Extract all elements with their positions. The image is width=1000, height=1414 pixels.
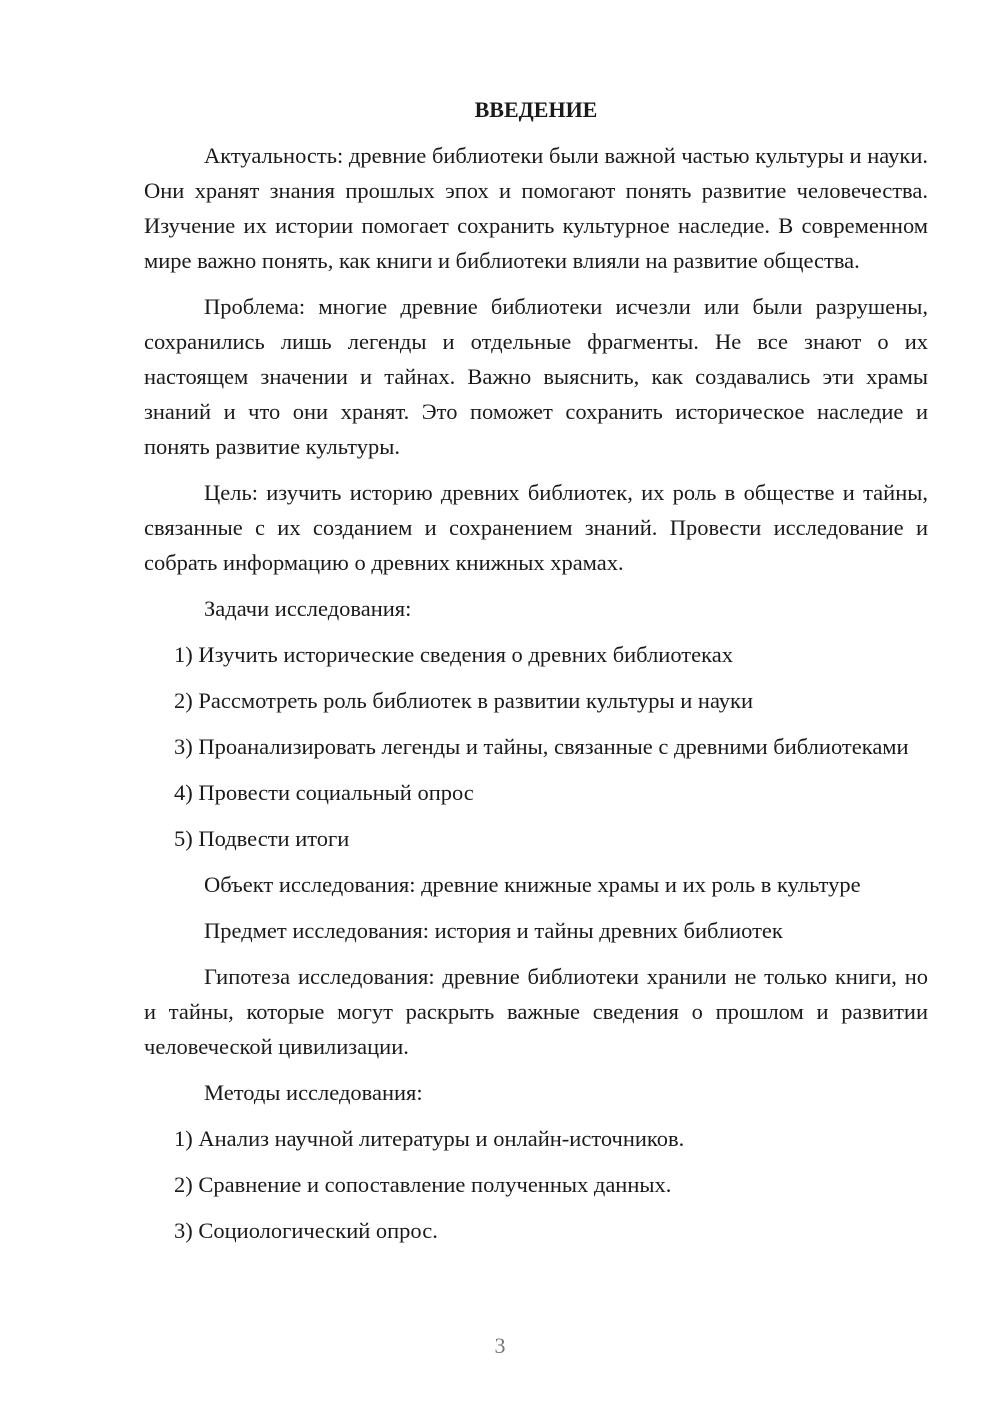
tasks-heading: Задачи исследования: xyxy=(204,596,412,621)
method-item: 1) Анализ научной литературы и онлайн-источников. xyxy=(174,1126,685,1151)
page-number: 3 xyxy=(494,1333,506,1358)
problem-paragraph: Проблема: многие древние библиотеки исчезли или были разрушены, сохранились лишь легенды и отдельные фрагменты. Не все знают о их настоящем значении и тайнах. Важно выяснить, как создавались эти храмы знаний и что они хранят. Это поможет сохранить историческое наследие и понять развитие культуры. xyxy=(144,294,928,459)
methods-heading: Методы исследования: xyxy=(204,1080,423,1105)
page-title: ВВЕДЕНИЕ xyxy=(474,97,598,122)
task-item: 5) Подвести итоги xyxy=(174,826,350,851)
subject-line: Предмет исследования: история и тайны древних библиотек xyxy=(204,918,783,943)
task-item: 2) Рассмотреть роль библиотек в развитии культуры и науки xyxy=(174,688,754,713)
task-item: 3) Проанализировать легенды и тайны, связанные с древними библиотеками xyxy=(174,734,909,759)
task-item: 1) Изучить исторические сведения о древних библиотеках xyxy=(174,642,733,667)
goal-paragraph: Цель: изучить историю древних библиотек, их роль в обществе и тайны, связанные с их созданием и сохранением знаний. Провести исследование и собрать информацию о древних книжных храмах. xyxy=(144,480,928,575)
method-item: 2) Сравнение и сопоставление полученных данных. xyxy=(174,1172,672,1197)
relevance-paragraph: Актуальность: древние библиотеки были важной частью культуры и науки. Они хранят знания прошлых эпох и помогают понять развитие человечества. Изучение их истории помогает сохранить культурное наследие. В современном мире важно понять, как книги и библиотеки влияли на развитие общества. xyxy=(144,143,928,273)
hypothesis-paragraph: Гипотеза исследования: древние библиотеки хранили не только книги, но и тайны, которые могут раскрыть важные сведения о прошлом и развитии человеческой цивилизации. xyxy=(144,964,928,1059)
task-item: 4) Провести социальный опрос xyxy=(174,780,474,805)
object-line: Объект исследования: древние книжные храмы и их роль в культуре xyxy=(204,872,861,897)
method-item: 3) Социологический опрос. xyxy=(174,1218,438,1243)
document-page xyxy=(144,96,928,1259)
